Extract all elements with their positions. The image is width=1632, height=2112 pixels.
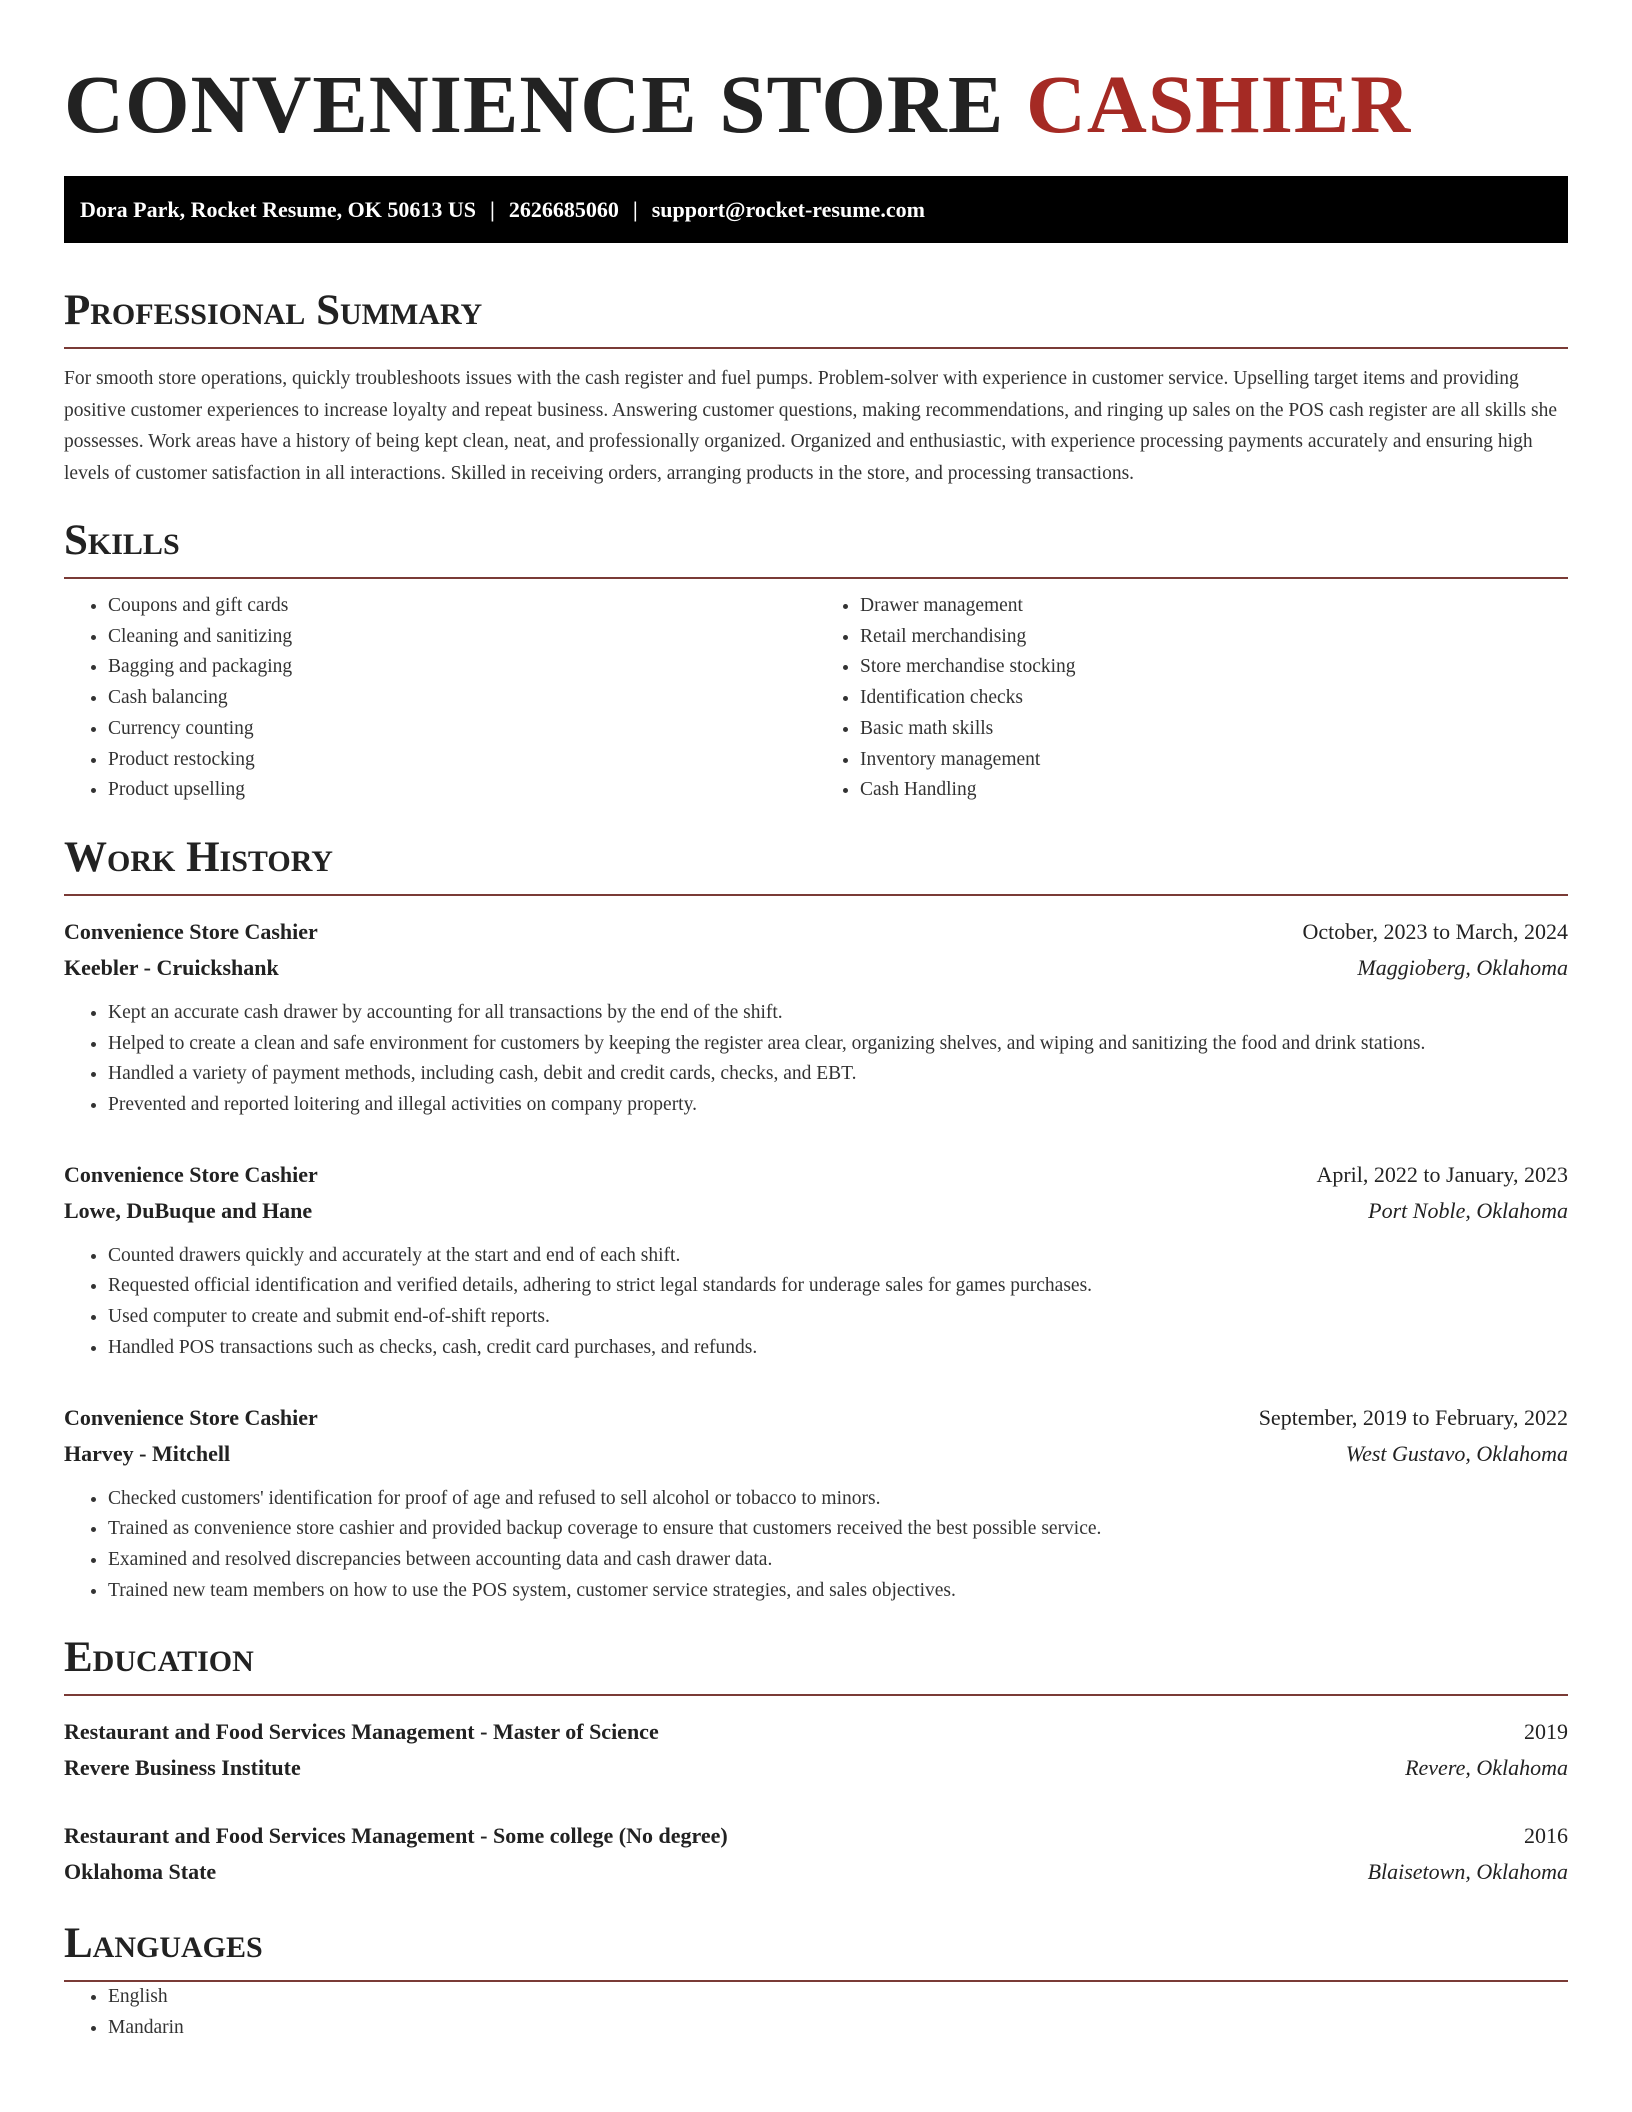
job-header-row <box>64 914 1568 950</box>
job-company: Keebler - Cruickshank <box>64 954 279 980</box>
job-company-row <box>64 950 1568 986</box>
contact-separator: | <box>489 197 495 222</box>
job-company-row <box>64 1193 1568 1229</box>
languages-list <box>64 1982 1568 2043</box>
job-duty: • Trained as convenience store cashier and provided backup coverage to ensure that customers received the best possible service. <box>108 1514 1568 1545</box>
contact-phone: 2626685060 <box>508 197 619 222</box>
skills-grid <box>64 591 1568 806</box>
skill-item: • Inventory management <box>860 745 1568 776</box>
education-year: 2019 <box>1524 1719 1568 1745</box>
skill-item: • Bagging and packaging <box>108 652 816 683</box>
job-duties <box>64 1241 1568 1364</box>
work-history-heading: Work History <box>64 832 1568 896</box>
job-title: Convenience Store Cashier <box>64 1404 318 1430</box>
job-duty: • Checked customers' identification for proof of age and refused to sell alcohol or tobacco to minors. <box>108 1484 1568 1515</box>
job-duty: • Used computer to create and submit end-of-shift reports. <box>108 1302 1568 1333</box>
job-duty: • Requested official identification and verified details, adhering to strict legal standards for underage sales for games purchases. <box>108 1271 1568 1302</box>
skill-item: • Currency counting <box>108 714 816 745</box>
job-duties <box>64 1484 1568 1607</box>
job-location: West Gustavo, Oklahoma <box>1345 1440 1568 1466</box>
skill-item: • Identification checks <box>860 683 1568 714</box>
title-accent: CASHIER <box>1025 58 1412 150</box>
job-duty: • Handled a variety of payment methods, including cash, debit and credit cards, checks, and EBT. <box>108 1059 1568 1090</box>
job-entry <box>64 1400 1568 1607</box>
job-dates: April, 2022 to January, 2023 <box>1316 1161 1568 1187</box>
job-title: Convenience Store Cashier <box>64 918 318 944</box>
job-duty: • Counted drawers quickly and accurately at the start and end of each shift. <box>108 1241 1568 1272</box>
contact-bar <box>64 176 1568 243</box>
work-history-section <box>64 832 1568 1606</box>
job-dates: October, 2023 to March, 2024 <box>1302 918 1568 944</box>
language-item: • English <box>108 1982 1568 2013</box>
education-year: 2016 <box>1524 1823 1568 1849</box>
skills-list-left <box>64 591 816 806</box>
job-duty: • Examined and resolved discrepancies between accounting data and cash drawer data. <box>108 1545 1568 1576</box>
job-duties <box>64 998 1568 1121</box>
education-degree: Restaurant and Food Services Management - Some college (No degree) <box>64 1823 728 1849</box>
education-location: Revere, Oklahoma <box>1405 1755 1568 1781</box>
skill-item: • Basic math skills <box>860 714 1568 745</box>
job-duty: • Helped to create a clean and safe environment for customers by keeping the register area clear, organizing shelves, and wiping and sanitizing the food and drink stations. <box>108 1029 1568 1060</box>
education-section <box>64 1632 1568 1890</box>
skill-item: • Drawer management <box>860 591 1568 622</box>
education-school-row <box>64 1750 1568 1786</box>
job-dates: September, 2019 to February, 2022 <box>1258 1404 1568 1430</box>
job-company: Lowe, DuBuque and Hane <box>64 1197 313 1223</box>
education-heading: Education <box>64 1632 1568 1696</box>
education-location: Blaisetown, Oklahoma <box>1367 1859 1568 1885</box>
job-header-row <box>64 1400 1568 1436</box>
languages-heading: Languages <box>64 1918 1568 1982</box>
job-header-row <box>64 1157 1568 1193</box>
job-duty: • Prevented and reported loitering and illegal activities on company property. <box>108 1090 1568 1121</box>
summary-section <box>64 285 1568 489</box>
contact-address: Dora Park, Rocket Resume, OK 50613 US <box>80 197 476 222</box>
skill-item: • Store merchandise stocking <box>860 652 1568 683</box>
skill-item: • Cleaning and sanitizing <box>108 622 816 653</box>
job-duty: • Kept an accurate cash drawer by accounting for all transactions by the end of the shift. <box>108 998 1568 1029</box>
job-entry <box>64 1157 1568 1364</box>
skills-section <box>64 515 1568 806</box>
job-location: Maggioberg, Oklahoma <box>1357 954 1568 980</box>
contact-separator: | <box>632 197 638 222</box>
job-duty: • Handled POS transactions such as checks, cash, credit card purchases, and refunds. <box>108 1333 1568 1364</box>
education-degree-row <box>64 1818 1568 1854</box>
title-main: CONVENIENCE STORE <box>64 58 1005 150</box>
skills-heading: Skills <box>64 515 1568 579</box>
skills-list-right <box>816 591 1568 806</box>
education-degree: Restaurant and Food Services Management - Master of Science <box>64 1719 659 1745</box>
skill-item: • Product upselling <box>108 775 816 806</box>
job-title: Convenience Store Cashier <box>64 1161 318 1187</box>
skill-item: • Product restocking <box>108 745 816 776</box>
language-item: • Mandarin <box>108 2013 1568 2044</box>
summary-heading: Professional Summary <box>64 285 1568 349</box>
job-location: Port Noble, Oklahoma <box>1368 1197 1568 1223</box>
job-duty: • Trained new team members on how to use the POS system, customer service strategies, and sales objectives. <box>108 1576 1568 1607</box>
job-company: Harvey - Mitchell <box>64 1440 231 1466</box>
resume-title <box>64 52 1568 156</box>
contact-email: support@rocket-resume.com <box>651 197 925 222</box>
summary-text: For smooth store operations, quickly troubleshoots issues with the cash register and fuel pumps. Problem-solver with experience in customer service. Upselling target items and providing positive customer experiences to increase loyalty and repeat business. Answering customer questions, making recommendations, and ringing up sales on the POS cash register are all skills she possesses. Work areas have a history of being kept clean, neat, and professionally organized. Organized and enthusiastic, with experience processing payments accurately and ensuring high levels of customer satisfaction in all interactions. Skilled in receiving orders, arranging products in the store, and processing transactions. <box>64 368 1558 484</box>
languages-section <box>64 1918 1568 2043</box>
education-entry <box>64 1818 1568 1890</box>
skill-item: • Coupons and gift cards <box>108 591 816 622</box>
education-school-row <box>64 1854 1568 1890</box>
skill-item: • Cash balancing <box>108 683 816 714</box>
education-entry <box>64 1714 1568 1786</box>
skill-item: • Retail merchandising <box>860 622 1568 653</box>
education-degree-row <box>64 1714 1568 1750</box>
job-company-row <box>64 1436 1568 1472</box>
job-entry <box>64 914 1568 1121</box>
skill-item: • Cash Handling <box>860 775 1568 806</box>
education-school: Revere Business Institute <box>64 1755 301 1781</box>
education-school: Oklahoma State <box>64 1859 217 1885</box>
